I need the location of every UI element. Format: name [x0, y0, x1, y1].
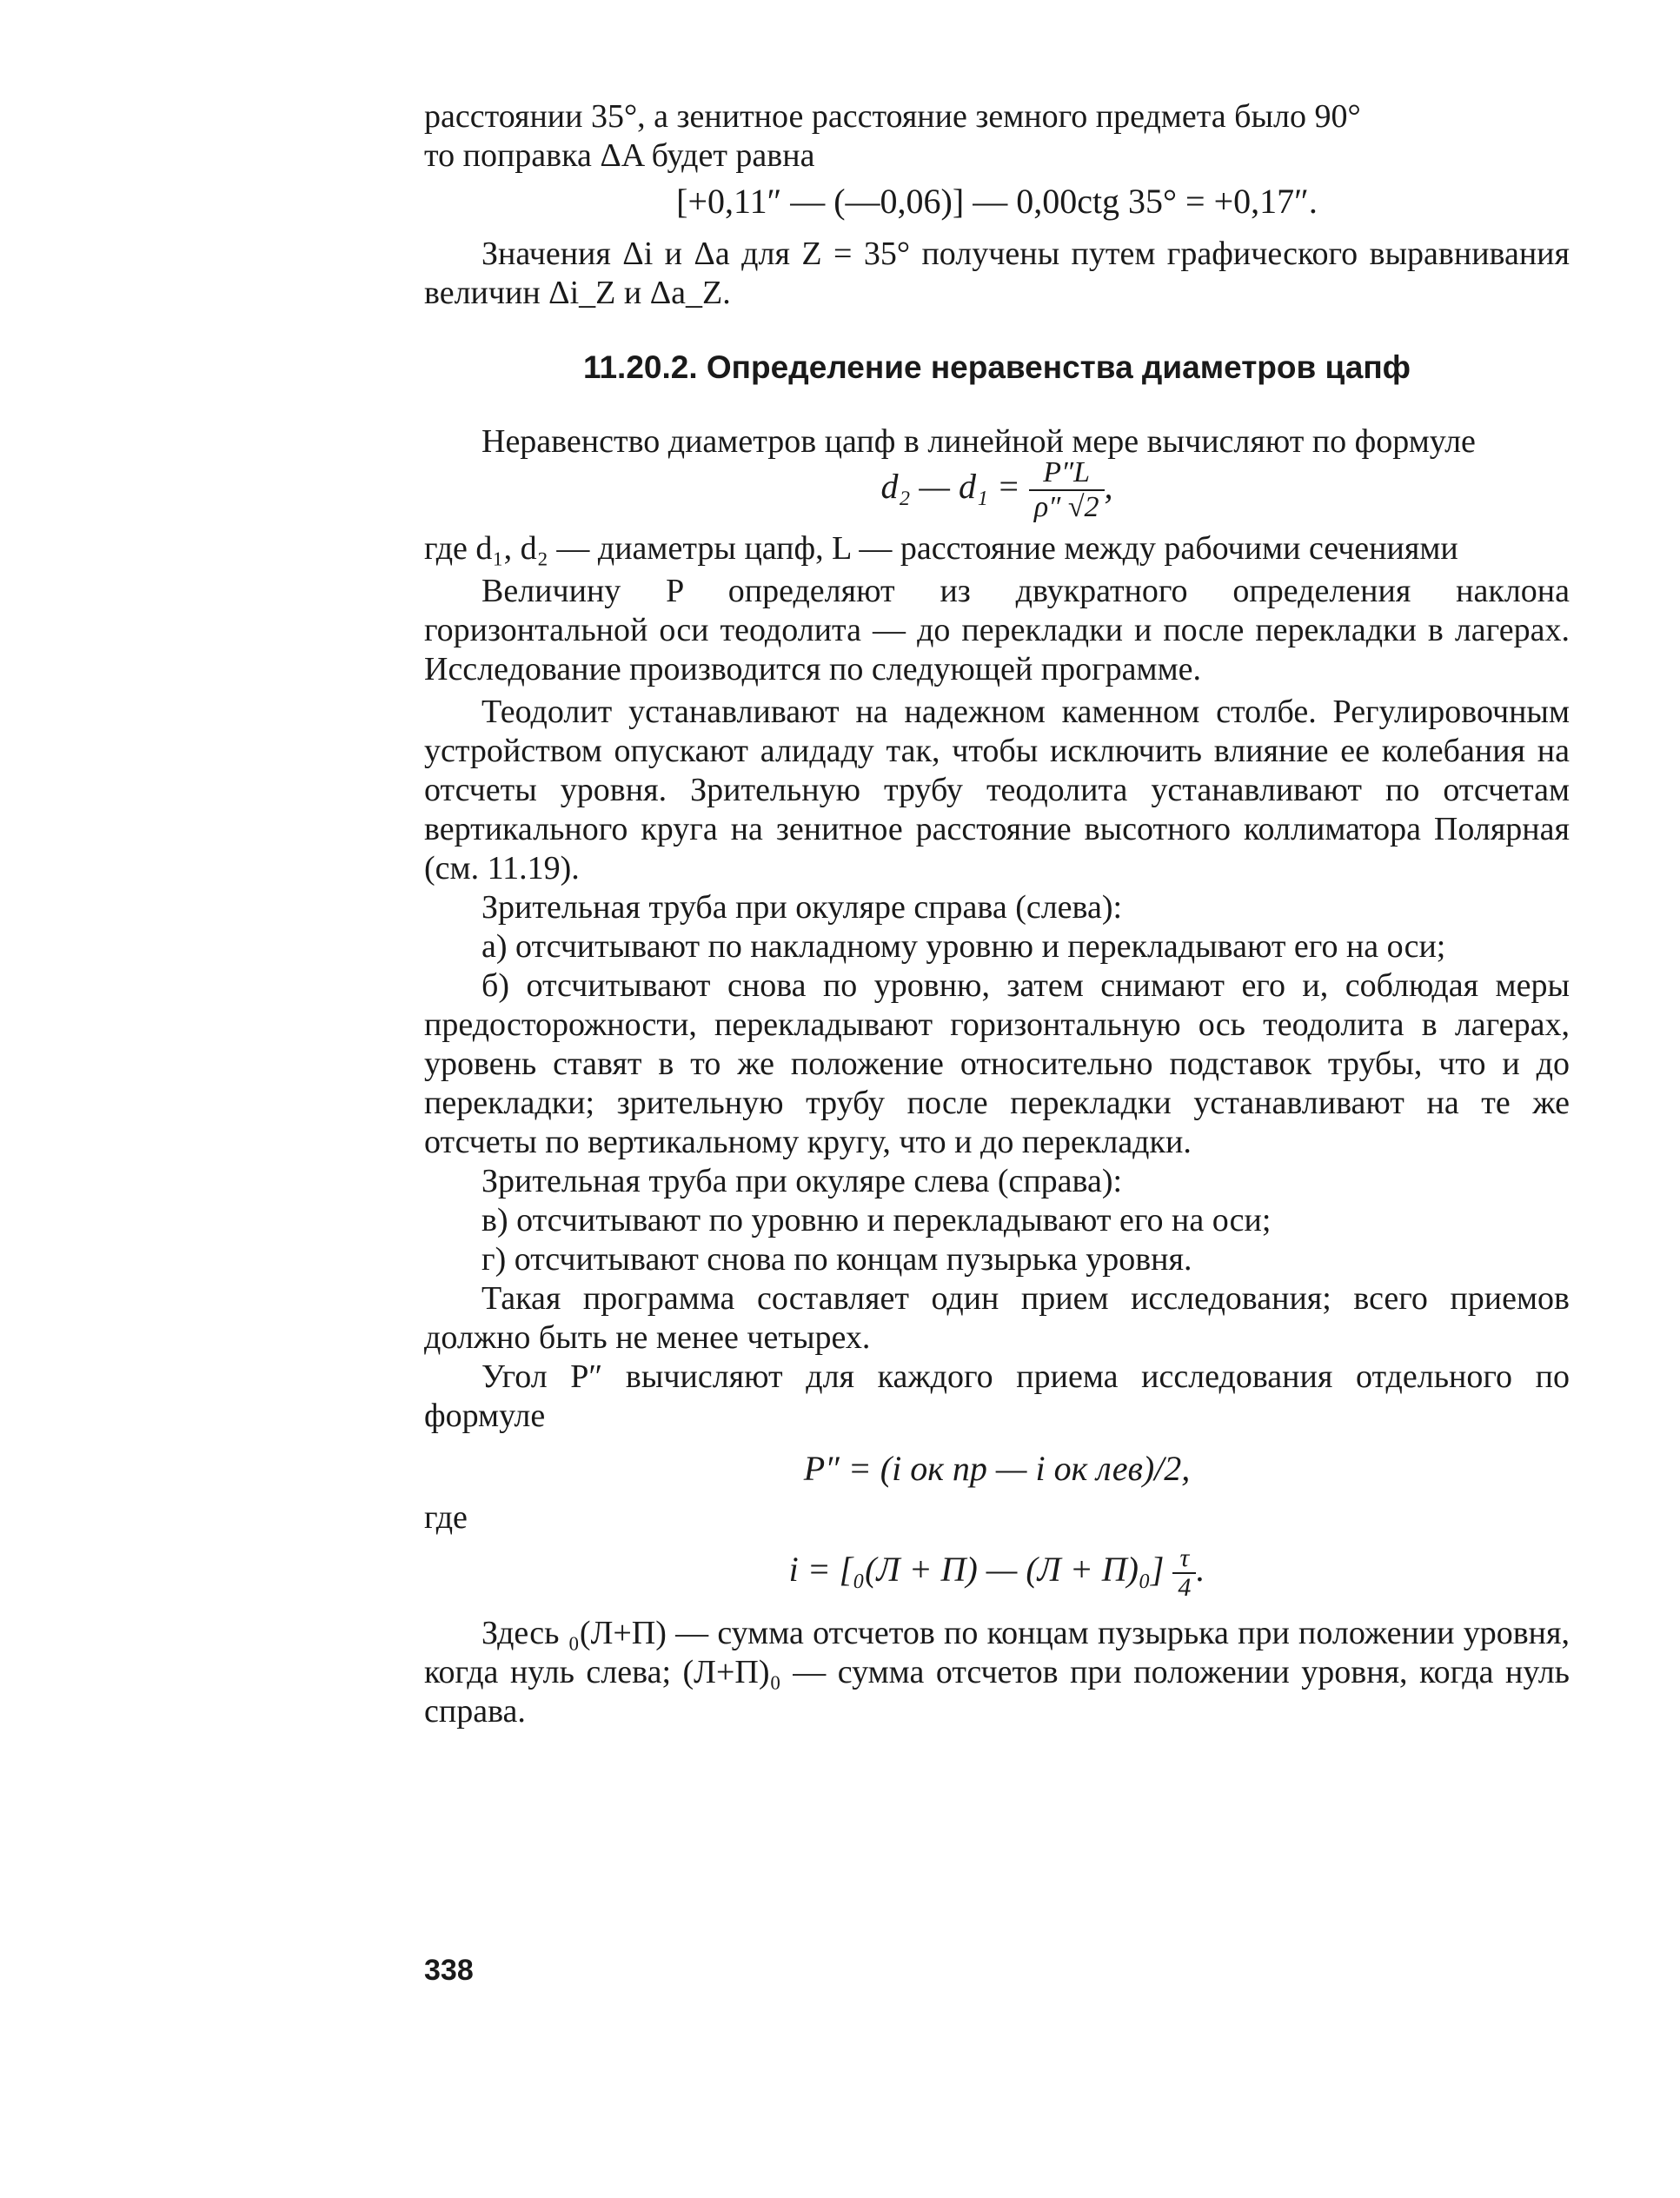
section-heading: 11.20.2. Определение неравенства диаметров цапф [582, 349, 1411, 385]
formula-lhs: d₂ — d₁ = [880, 467, 1020, 507]
formula-inclination-main: i = [₀(Л + П) — (Л + П)₀] [788, 1550, 1165, 1590]
top-paragraph-line-2: то поправка ΔA будет равна [424, 137, 815, 174]
formula-angle-p: P″ = (i ок пр — i ок лев)/2, [803, 1449, 1191, 1488]
list-item-g: г) отсчитывают снова по концам пузырька уровня. [481, 1241, 1192, 1278]
paragraph-values: Значения Δi и Δa для Z = 35° получены путем графического выравнивания величин Δi_Z и Δa_Z. [424, 236, 1570, 311]
formula-tail: , [1104, 467, 1113, 507]
formula-fraction [1029, 456, 1105, 524]
formula-correction: [+0,11″ — (—0,06)] — 0,00ctg 35° = +0,17″. [676, 182, 1318, 221]
page-content [424, 97, 1570, 1731]
formula-denominator: ρ″ √2 [1033, 491, 1099, 523]
paragraph-eyepiece-right: Зрительная труба при окуляре справа (слева): [481, 889, 1123, 926]
paragraph-intro: Неравенство диаметров цапф в линейной мере вычисляют по формуле [481, 423, 1476, 460]
paragraph-theodolite: Теодолит устанавливают на надежном каменном столбе. Регулировочным устройством опускают алидаду так, чтобы исключить влияние ее колебания на отсчеты уровня. Зрительную трубу теодолита устанавливают по отсчетам вертикального круга на зенитное расстояние высотного коллиматора Полярная (см. 11.19). [424, 694, 1570, 887]
list-item-b: б) отсчитывают снова по уровню, затем снимают его и, соблюдая меры предосторожности, перекладывают горизонтальную ось теодолита в лагерах, уровень ставят в то же положение относительно подставок трубы, что и до перекладки; зрительную трубу после перекладки устанавливают на те же отсчеты по вертикальному кругу, что и до перекладки. [424, 967, 1570, 1160]
formula-inclination-numerator: τ [1172, 1544, 1196, 1574]
formula-numerator: P″L [1029, 456, 1105, 491]
formula-inclination-fraction [1172, 1544, 1196, 1602]
formula-inclination [424, 1544, 1570, 1602]
paragraph-eyepiece-left: Зрительная труба при окуляре слева (справа): [481, 1163, 1123, 1199]
formula-inclination-tail: . [1196, 1550, 1205, 1590]
formula-diameter-difference [424, 456, 1570, 524]
paragraph-where-diameters: где d₁, d₂ — диаметры цапф, L — расстояние между рабочими сечениями [424, 530, 1458, 567]
formula-inclination-denominator: 4 [1178, 1573, 1192, 1602]
paragraph-final: Здесь ₀(Л+П) — сумма отсчетов по концам пузырька при положении уровня, когда нуль слева; (Л+П)₀ — сумма отсчетов при положении уровня, когда нуль справа. [424, 1615, 1570, 1730]
list-item-v: в) отсчитывают по уровню и перекладывают его на оси; [481, 1202, 1272, 1238]
page-number: 338 [424, 1954, 474, 1987]
paragraph-value-p: Величину P определяют из двукратного определения наклона горизонтальной оси теодолита — до перекладки и после перекладки в лагерах. Исследование производится по следующей программе. [424, 573, 1570, 687]
paragraph-program: Такая программа составляет один прием исследования; всего приемов должно быть не менее четырех. [424, 1280, 1570, 1356]
top-paragraph-line-1: расстоянии 35°, а зенитное расстояние земного предмета было 90° [424, 98, 1361, 135]
where-word: где [424, 1499, 468, 1536]
list-item-a: а) отсчитывают по накладному уровню и перекладывают его на оси; [481, 928, 1446, 965]
paragraph-angle: Угол P″ вычисляют для каждого приема исследования отдельного по формуле [424, 1358, 1570, 1434]
